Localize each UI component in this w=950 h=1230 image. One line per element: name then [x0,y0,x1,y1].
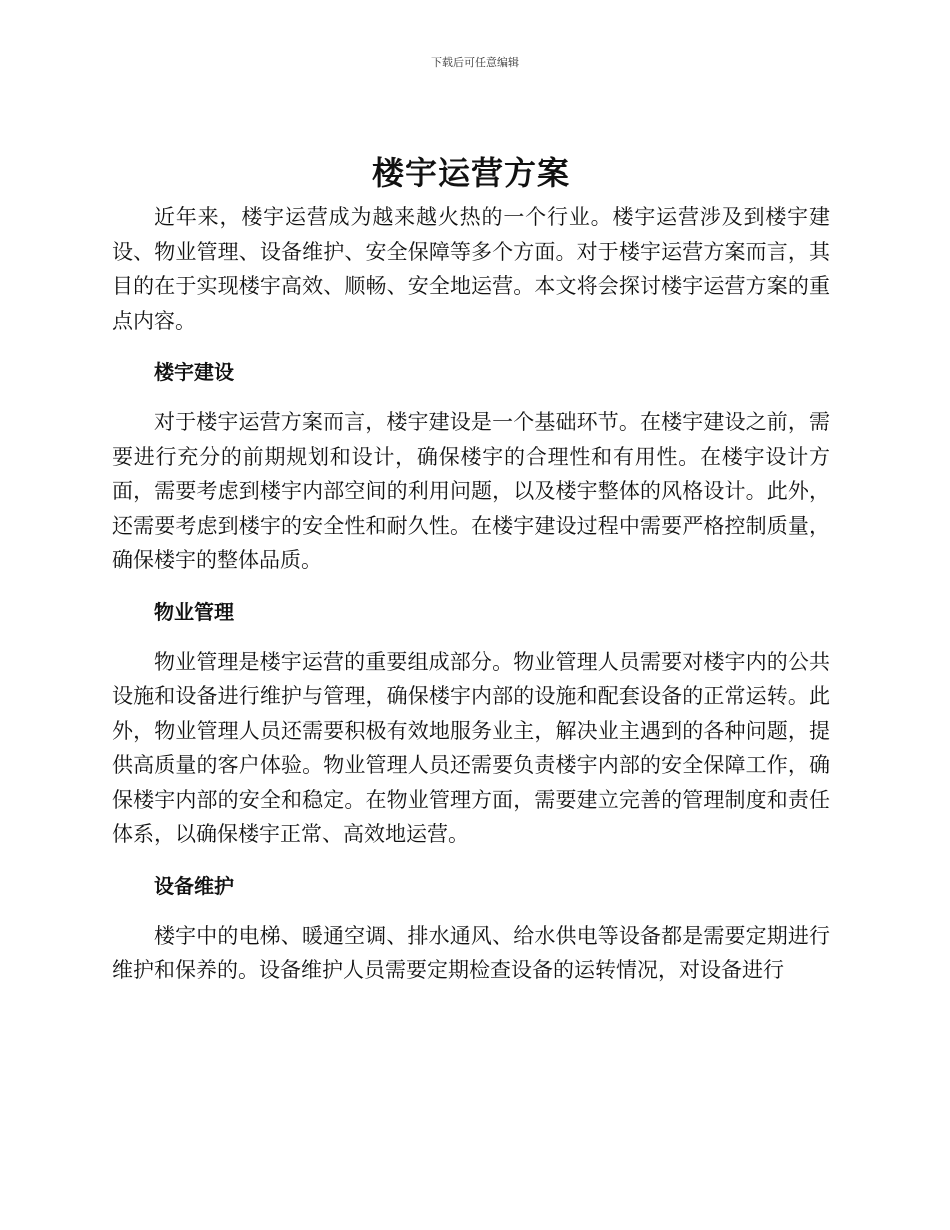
section-heading-equipment-maintenance: 设备维护 [154,873,234,898]
intro-paragraph: 近年来，楼宇运营成为越来越火热的一个行业。楼宇运营涉及到楼宇建设、物业管理、设备维护、安全保障等多个方面。对于楼宇运营方案而言，其目的在于实现楼宇高效、顺畅、安全地运营。本文将会探讨楼宇运营方案的重点内容。 [112,205,830,333]
section-body-equipment-maintenance: 楼宇中的电梯、暖通空调、排水通风、给水供电等设备都是需要定期进行维护和保养的。设备维护人员需要定期检查设备的运转情况，对设备进行 [112,923,830,982]
section-heading-property-management: 物业管理 [154,599,234,624]
section-heading-building-construction: 楼宇建设 [154,360,234,384]
section-body-property-management: 物业管理是楼宇运营的重要组成部分。物业管理人员需要对楼宇内的公共设施和设备进行维护与管理，确保楼宇内部的设施和配套设备的正常运转。此外，物业管理人员还需要积极有效地服务业主，解决业主遇到的各种问题，提供高质量的客户体验。物业管理人员还需要负责楼宇内部的安全保障工作，确保楼宇内部的安全和稳定。在物业管理方面，需要建立完善的管理制度和责任体系，以确保楼宇正常、高效地运营。 [112,649,830,846]
document-body [112,150,830,988]
header-note: 下载后可任意编辑 [431,56,519,69]
document-title: 楼宇运营方案 [371,154,570,192]
section-body-building-construction: 对于楼宇运营方案而言，楼宇建设是一个基础环节。在楼宇建设之前，需要进行充分的前期规划和设计，确保楼宇的合理性和有用性。在楼宇设计方面，需要考虑到楼宇内部空间的利用问题，以及楼宇整体的风格设计。此外，还需要考虑到楼宇的安全性和耐久性。在楼宇建设过程中需要严格控制质量，确保楼宇的整体品质。 [112,410,830,572]
